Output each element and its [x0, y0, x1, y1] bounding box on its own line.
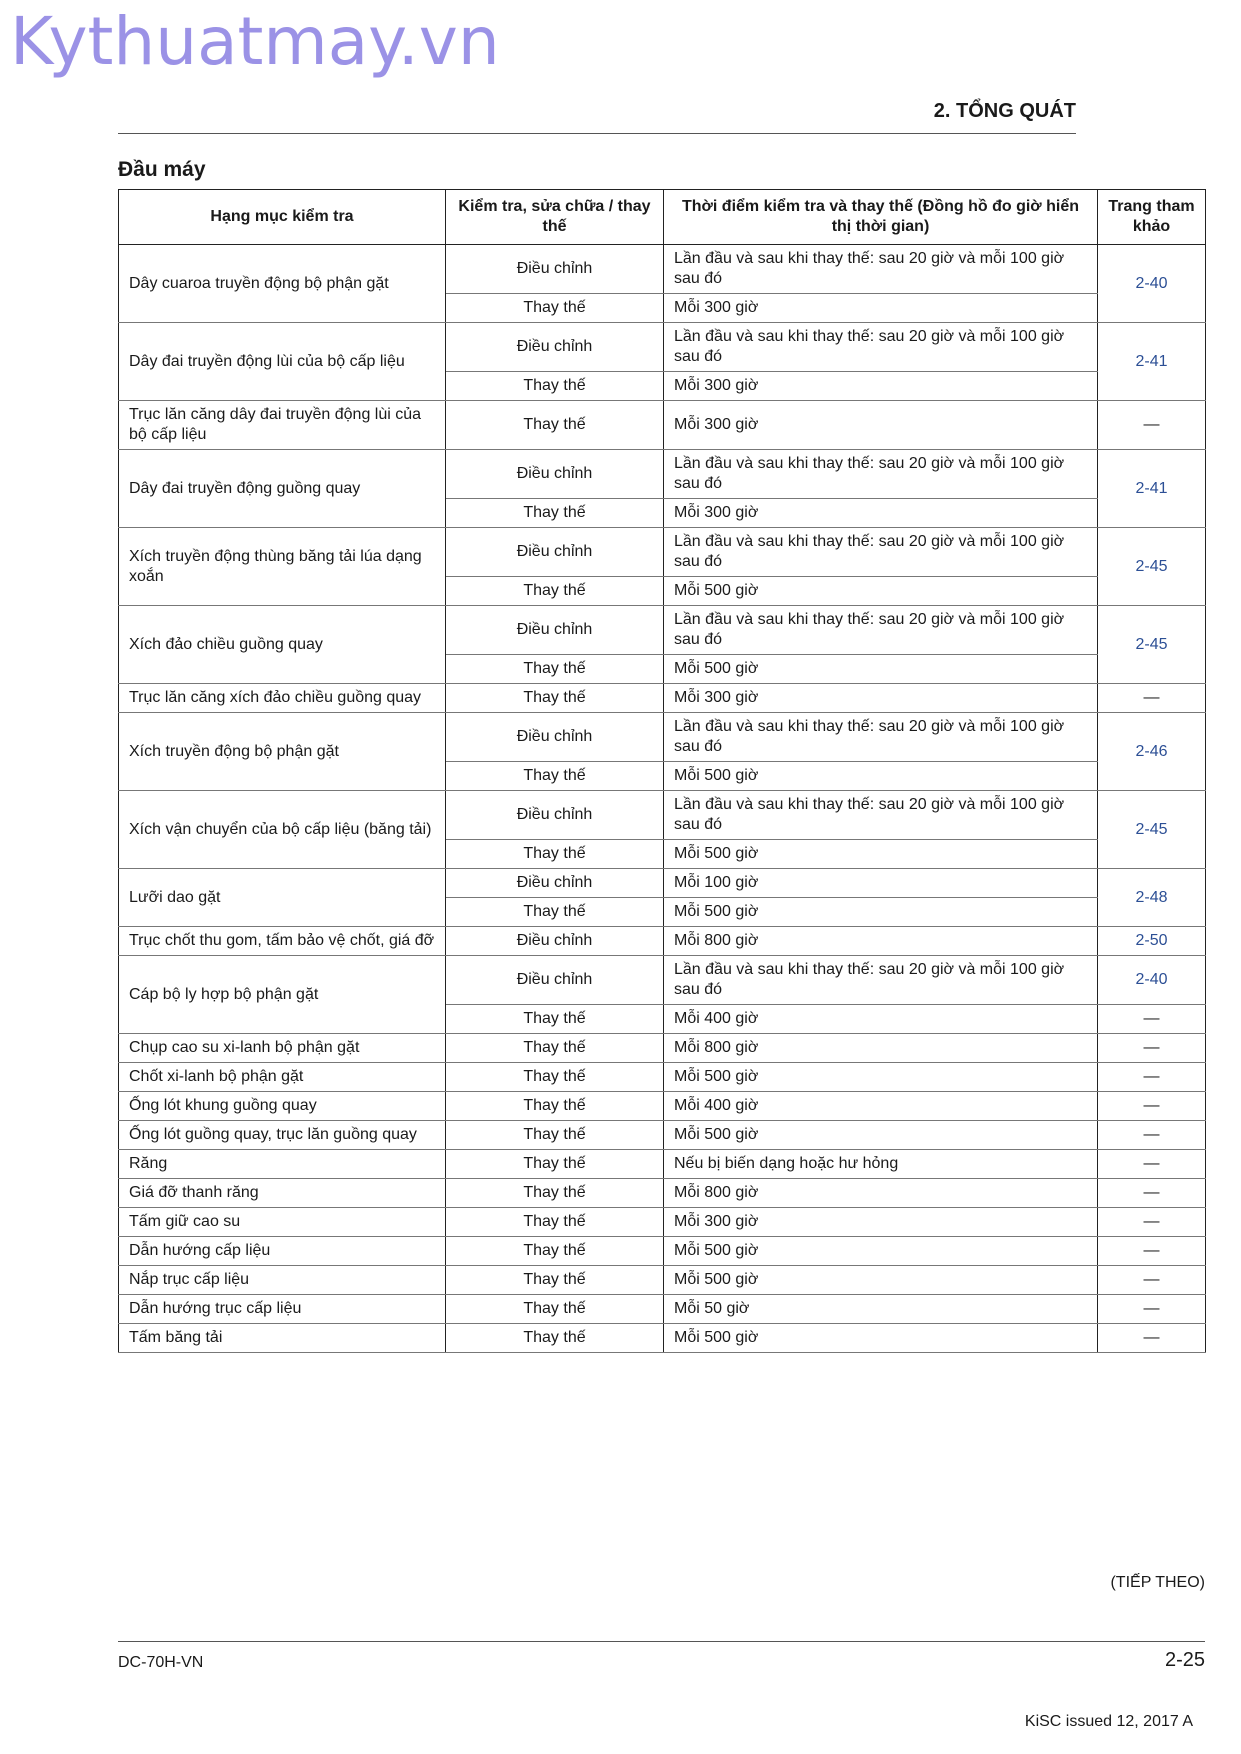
timing-cell: Mỗi 500 giờ [664, 577, 1098, 606]
table-row [119, 713, 1206, 762]
table-body [119, 245, 1206, 1353]
timing-cell: Mỗi 500 giờ [664, 840, 1098, 869]
ref-cell: 2-45 [1098, 791, 1206, 869]
table-row [119, 869, 1206, 898]
timing-cell: Mỗi 500 giờ [664, 898, 1098, 927]
ref-cell: — [1098, 1179, 1206, 1208]
timing-cell: Lần đầu và sau khi thay thế: sau 20 giờ và mỗi 100 giờ sau đó [664, 791, 1098, 840]
item-cell: Răng [119, 1150, 446, 1179]
item-cell: Dây đai truyền động guồng quay [119, 450, 446, 528]
timing-cell: Lần đầu và sau khi thay thế: sau 20 giờ và mỗi 100 giờ sau đó [664, 245, 1098, 294]
issued-note: KiSC issued 12, 2017 A [1024, 1713, 1193, 1730]
action-cell: Điều chỉnh [446, 450, 664, 499]
timing-cell: Mỗi 500 giờ [664, 762, 1098, 791]
action-cell: Điều chỉnh [446, 528, 664, 577]
header-ref: Trang tham khảo [1098, 190, 1206, 245]
ref-cell: — [1098, 684, 1206, 713]
table-row [119, 1092, 1206, 1121]
ref-cell: — [1098, 1295, 1206, 1324]
ref-cell: 2-48 [1098, 869, 1206, 927]
section-title: 2. TỔNG QUÁT [933, 100, 1076, 122]
item-cell: Dẫn hướng cấp liệu [119, 1237, 446, 1266]
timing-cell: Mỗi 300 giờ [664, 684, 1098, 713]
ref-cell: 2-41 [1098, 323, 1206, 401]
item-cell: Dẫn hướng trục cấp liệu [119, 1295, 446, 1324]
timing-cell: Mỗi 500 giờ [664, 1237, 1098, 1266]
item-cell: Trục lăn căng dây đai truyền động lùi của bộ cấp liệu [119, 401, 446, 450]
ref-cell: — [1098, 1150, 1206, 1179]
action-cell: Thay thế [446, 372, 664, 401]
ref-cell: — [1098, 1005, 1206, 1034]
ref-cell: — [1098, 1237, 1206, 1266]
item-cell: Ống lót khung guồng quay [119, 1092, 446, 1121]
action-cell: Thay thế [446, 499, 664, 528]
action-cell: Điều chỉnh [446, 323, 664, 372]
header-rule [118, 133, 1076, 134]
table-row [119, 956, 1206, 1005]
action-cell: Thay thế [446, 762, 664, 791]
action-cell: Thay thế [446, 401, 664, 450]
maintenance-table [118, 189, 1206, 1353]
item-cell: Nắp trục cấp liệu [119, 1266, 446, 1295]
timing-cell: Mỗi 500 giờ [664, 1063, 1098, 1092]
ref-cell: — [1098, 401, 1206, 450]
table-row [119, 1034, 1206, 1063]
timing-cell: Mỗi 400 giờ [664, 1005, 1098, 1034]
ref-cell: — [1098, 1121, 1206, 1150]
item-cell: Dây cuaroa truyền động bộ phận gặt [119, 245, 446, 323]
ref-cell: 2-50 [1098, 927, 1206, 956]
table-row [119, 1208, 1206, 1237]
table-row [119, 245, 1206, 294]
table-row [119, 1179, 1206, 1208]
action-cell: Thay thế [446, 684, 664, 713]
action-cell: Thay thế [446, 1266, 664, 1295]
item-cell: Xích truyền động bộ phận gặt [119, 713, 446, 791]
timing-cell: Lần đầu và sau khi thay thế: sau 20 giờ và mỗi 100 giờ sau đó [664, 956, 1098, 1005]
timing-cell: Lần đầu và sau khi thay thế: sau 20 giờ và mỗi 100 giờ sau đó [664, 323, 1098, 372]
doc-code: DC-70H-VN [118, 1654, 204, 1671]
table-row [119, 1266, 1206, 1295]
action-cell: Thay thế [446, 294, 664, 323]
action-cell: Thay thế [446, 898, 664, 927]
table-row [119, 528, 1206, 577]
header-action: Kiểm tra, sửa chữa / thay thế [446, 190, 664, 245]
item-cell: Xích vận chuyển của bộ cấp liệu (băng tải) [119, 791, 446, 869]
ref-cell: 2-46 [1098, 713, 1206, 791]
ref-cell: — [1098, 1324, 1206, 1353]
table-row [119, 1063, 1206, 1092]
timing-cell: Mỗi 300 giờ [664, 294, 1098, 323]
item-cell: Chốt xi-lanh bộ phận gặt [119, 1063, 446, 1092]
timing-cell: Nếu bị biến dạng hoặc hư hỏng [664, 1150, 1098, 1179]
timing-cell: Lần đầu và sau khi thay thế: sau 20 giờ và mỗi 100 giờ sau đó [664, 528, 1098, 577]
table-row [119, 927, 1206, 956]
action-cell: Thay thế [446, 1034, 664, 1063]
table-row [119, 791, 1206, 840]
timing-cell: Mỗi 500 giờ [664, 655, 1098, 684]
footer-rule [118, 1641, 1205, 1642]
table-row [119, 1237, 1206, 1266]
item-cell: Trục lăn căng xích đảo chiều guồng quay [119, 684, 446, 713]
action-cell: Thay thế [446, 1121, 664, 1150]
item-cell: Tấm giữ cao su [119, 1208, 446, 1237]
item-cell: Dây đai truyền động lùi của bộ cấp liệu [119, 323, 446, 401]
ref-cell: 2-40 [1098, 956, 1206, 1005]
action-cell: Thay thế [446, 655, 664, 684]
action-cell: Thay thế [446, 1324, 664, 1353]
table-row [119, 684, 1206, 713]
item-cell: Ống lót guồng quay, trục lăn guồng quay [119, 1121, 446, 1150]
header-timing: Thời điểm kiểm tra và thay thế (Đồng hồ đo giờ hiển thị thời gian) [664, 190, 1098, 245]
item-cell: Trục chốt thu gom, tấm bảo vệ chốt, giá đỡ [119, 927, 446, 956]
action-cell: Thay thế [446, 1295, 664, 1324]
header-item: Hạng mục kiểm tra [119, 190, 446, 245]
table-header-row [119, 190, 1206, 245]
timing-cell: Mỗi 300 giờ [664, 372, 1098, 401]
timing-cell: Mỗi 800 giờ [664, 1179, 1098, 1208]
item-cell: Cáp bộ ly hợp bộ phận gặt [119, 956, 446, 1034]
timing-cell: Mỗi 500 giờ [664, 1121, 1098, 1150]
ref-cell: — [1098, 1034, 1206, 1063]
timing-cell: Lần đầu và sau khi thay thế: sau 20 giờ và mỗi 100 giờ sau đó [664, 713, 1098, 762]
table-row [119, 450, 1206, 499]
ref-cell: 2-45 [1098, 528, 1206, 606]
action-cell: Thay thế [446, 1005, 664, 1034]
item-cell: Xích truyền động thùng băng tải lúa dạng xoắn [119, 528, 446, 606]
timing-cell: Mỗi 300 giờ [664, 401, 1098, 450]
item-cell: Tấm băng tải [119, 1324, 446, 1353]
subtitle: Đầu máy [118, 158, 206, 181]
action-cell: Điều chỉnh [446, 245, 664, 294]
timing-cell: Mỗi 400 giờ [664, 1092, 1098, 1121]
timing-cell: Mỗi 800 giờ [664, 1034, 1098, 1063]
timing-cell: Mỗi 300 giờ [664, 499, 1098, 528]
timing-cell: Mỗi 300 giờ [664, 1208, 1098, 1237]
table-row [119, 1324, 1206, 1353]
table-row [119, 1150, 1206, 1179]
table-row [119, 401, 1206, 450]
ref-cell: — [1098, 1266, 1206, 1295]
action-cell: Thay thế [446, 577, 664, 606]
ref-cell: 2-40 [1098, 245, 1206, 323]
page-number: 2-25 [1164, 1649, 1205, 1671]
timing-cell: Lần đầu và sau khi thay thế: sau 20 giờ và mỗi 100 giờ sau đó [664, 606, 1098, 655]
action-cell: Điều chỉnh [446, 791, 664, 840]
ref-cell: — [1098, 1063, 1206, 1092]
action-cell: Điều chỉnh [446, 713, 664, 762]
action-cell: Điều chỉnh [446, 927, 664, 956]
timing-cell: Lần đầu và sau khi thay thế: sau 20 giờ và mỗi 100 giờ sau đó [664, 450, 1098, 499]
watermark: Kythuatmay.vn [10, 3, 500, 80]
action-cell: Thay thế [446, 1092, 664, 1121]
action-cell: Thay thế [446, 840, 664, 869]
ref-cell: 2-45 [1098, 606, 1206, 684]
ref-cell: — [1098, 1092, 1206, 1121]
timing-cell: Mỗi 500 giờ [664, 1266, 1098, 1295]
action-cell: Điều chỉnh [446, 606, 664, 655]
table-row [119, 606, 1206, 655]
action-cell: Điều chỉnh [446, 956, 664, 1005]
table-row [119, 1121, 1206, 1150]
item-cell: Chụp cao su xi-lanh bộ phận gặt [119, 1034, 446, 1063]
item-cell: Giá đỡ thanh răng [119, 1179, 446, 1208]
action-cell: Thay thế [446, 1237, 664, 1266]
table-row [119, 1295, 1206, 1324]
table-row [119, 323, 1206, 372]
timing-cell: Mỗi 800 giờ [664, 927, 1098, 956]
timing-cell: Mỗi 50 giờ [664, 1295, 1098, 1324]
continued-note: (TIẾP THEO) [1110, 1574, 1205, 1591]
action-cell: Điều chỉnh [446, 869, 664, 898]
action-cell: Thay thế [446, 1063, 664, 1092]
ref-cell: 2-41 [1098, 450, 1206, 528]
timing-cell: Mỗi 500 giờ [664, 1324, 1098, 1353]
action-cell: Thay thế [446, 1150, 664, 1179]
item-cell: Lưỡi dao gặt [119, 869, 446, 927]
item-cell: Xích đảo chiều guồng quay [119, 606, 446, 684]
timing-cell: Mỗi 100 giờ [664, 869, 1098, 898]
ref-cell: — [1098, 1208, 1206, 1237]
action-cell: Thay thế [446, 1179, 664, 1208]
action-cell: Thay thế [446, 1208, 664, 1237]
